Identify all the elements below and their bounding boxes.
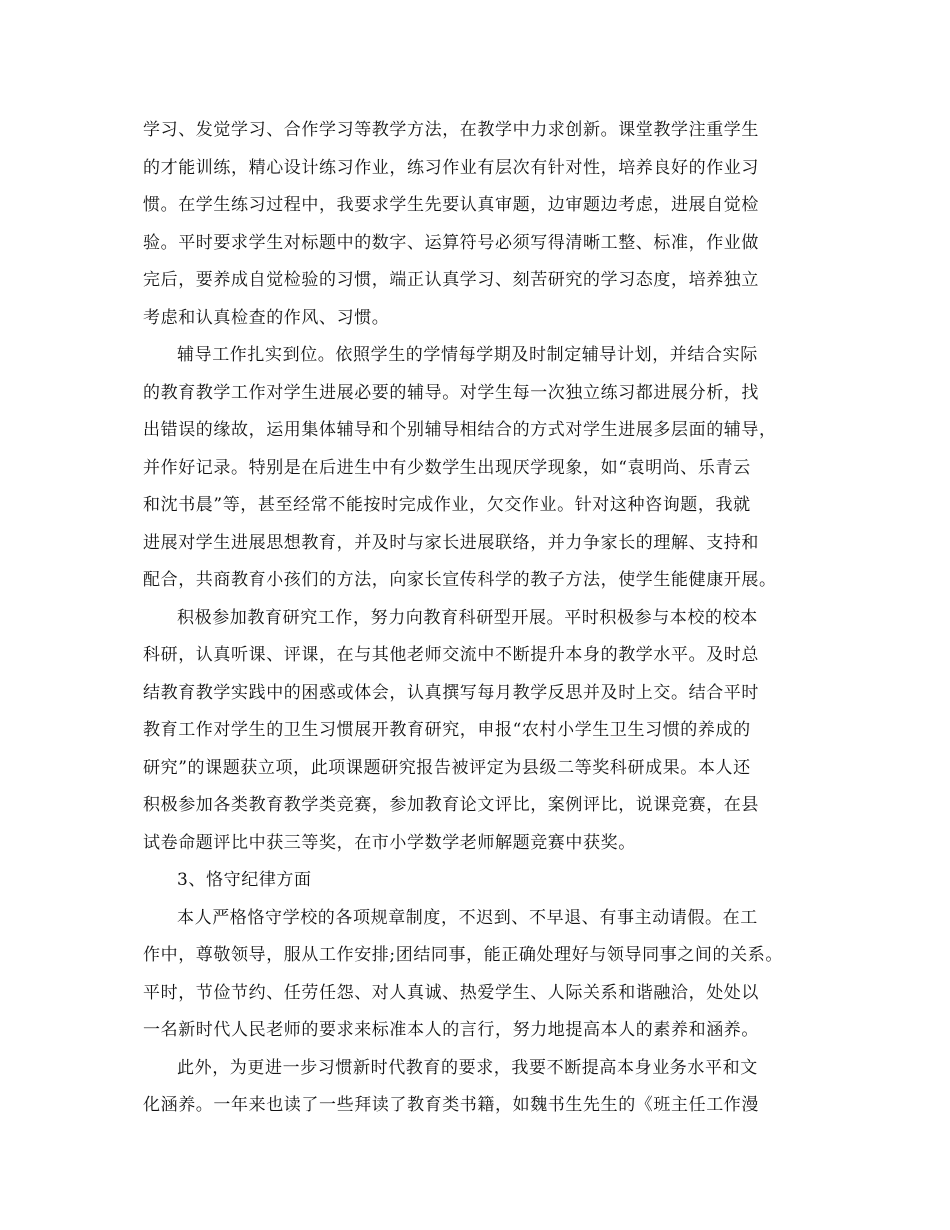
text-line: 验。平时要求学生对标题中的数字、运算符号必须写得清晰工整、标准，作业做	[143, 232, 759, 253]
text-line: 教育工作对学生的卫生习惯展开教育研究，申报“农村小学生卫生习惯的养成的	[143, 720, 751, 740]
text-line: 出错误的缘故，运用集体辅导和个别辅导相结合的方式对学生进展多层面的辅导，	[143, 420, 777, 440]
text-line: 配合，共商教育小孩们的方法，向家长宣传科学的教子方法，使学生能健康开展。	[143, 570, 777, 590]
text-line: 试卷命题评比中获三等奖，在市小学数学老师解题竞赛中获奖。	[143, 832, 636, 853]
text-line: 考虑和认真检查的作风、习惯。	[143, 307, 390, 328]
text-line: 惯。在学生练习过程中，我要求学生先要认真审题，边审题边考虑，进展自觉检	[143, 195, 759, 215]
text-line: 本人严格恪守学校的各项规章制度，不迟到、不早退、有事主动请假。在工	[177, 907, 758, 928]
text-line: 完后，要养成自觉检验的习惯，端正认真学习、刻苦研究的学习态度，培养独立	[143, 270, 759, 290]
text-line: 积极参加教育研究工作，努力向教育科研型开展。平时积极参与本校的校本	[177, 607, 758, 628]
text-line: 并作好记录。特别是在后进生中有少数学生出现厌学现象，如“袁明尚、乐青云	[143, 457, 751, 478]
text-line: 作中，尊敬领导，服从工作安排;团结同事，能正确处理好与领导同事之间的关系。	[143, 945, 783, 965]
text-line: 化涵养。一年来也读了一些拜读了教育类书籍，如魏书生先生的《班主任工作漫	[143, 1095, 759, 1115]
text-line: 研究”的课题获立项，此项课题研究报告被评定为县级二等奖科研成果。本人还	[143, 757, 751, 778]
text-line: 学习、发觉学习、合作学习等教学方法，在教学中力求创新。课堂教学注重学生	[143, 120, 759, 140]
text-line: 平时，节俭节约、任劳任怨、对人真诚、热爱学生、人际关系和谐融洽，处处以	[143, 982, 759, 1003]
document-body	[143, 112, 823, 1125]
text-line: 进展对学生进展思想教育，并及时与家长进展联络，并力争家长的理解、支持和	[143, 532, 759, 553]
text-line: 的才能训练，精心设计练习作业，练习作业有层次有针对性，培养良好的作业习	[143, 157, 759, 178]
text-line: 积极参加各类教育教学类竞赛，参加教育论文评比，案例评比，说课竞赛，在县	[143, 795, 759, 815]
text-line: 和沈书晨”等，甚至经常不能按时完成作业，欠交作业。针对这种咨询题，我就	[143, 495, 751, 515]
text-line: 此外，为更进一步习惯新时代教育的要求，我要不断提高本身业务水平和文	[177, 1057, 758, 1078]
text-line: 辅导工作扎实到位。依照学生的学情每学期及时制定辅导计划，并结合实际	[177, 345, 758, 365]
text-line: 的教育教学工作对学生进展必要的辅导。对学生每一次独立练习都进展分析，找	[143, 382, 759, 403]
text-line: 科研，认真听课、评课，在与其他老师交流中不断提升本身的教学水平。及时总	[143, 645, 759, 665]
text-line: 3、恪守纪律方面	[177, 870, 312, 890]
text-line: 一名新时代人民老师的要求来标准本人的言行，努力地提高本人的素养和涵养。	[143, 1020, 759, 1040]
text-line: 结教育教学实践中的困惑或体会，认真撰写每月教学反思并及时上交。结合平时	[143, 682, 759, 703]
